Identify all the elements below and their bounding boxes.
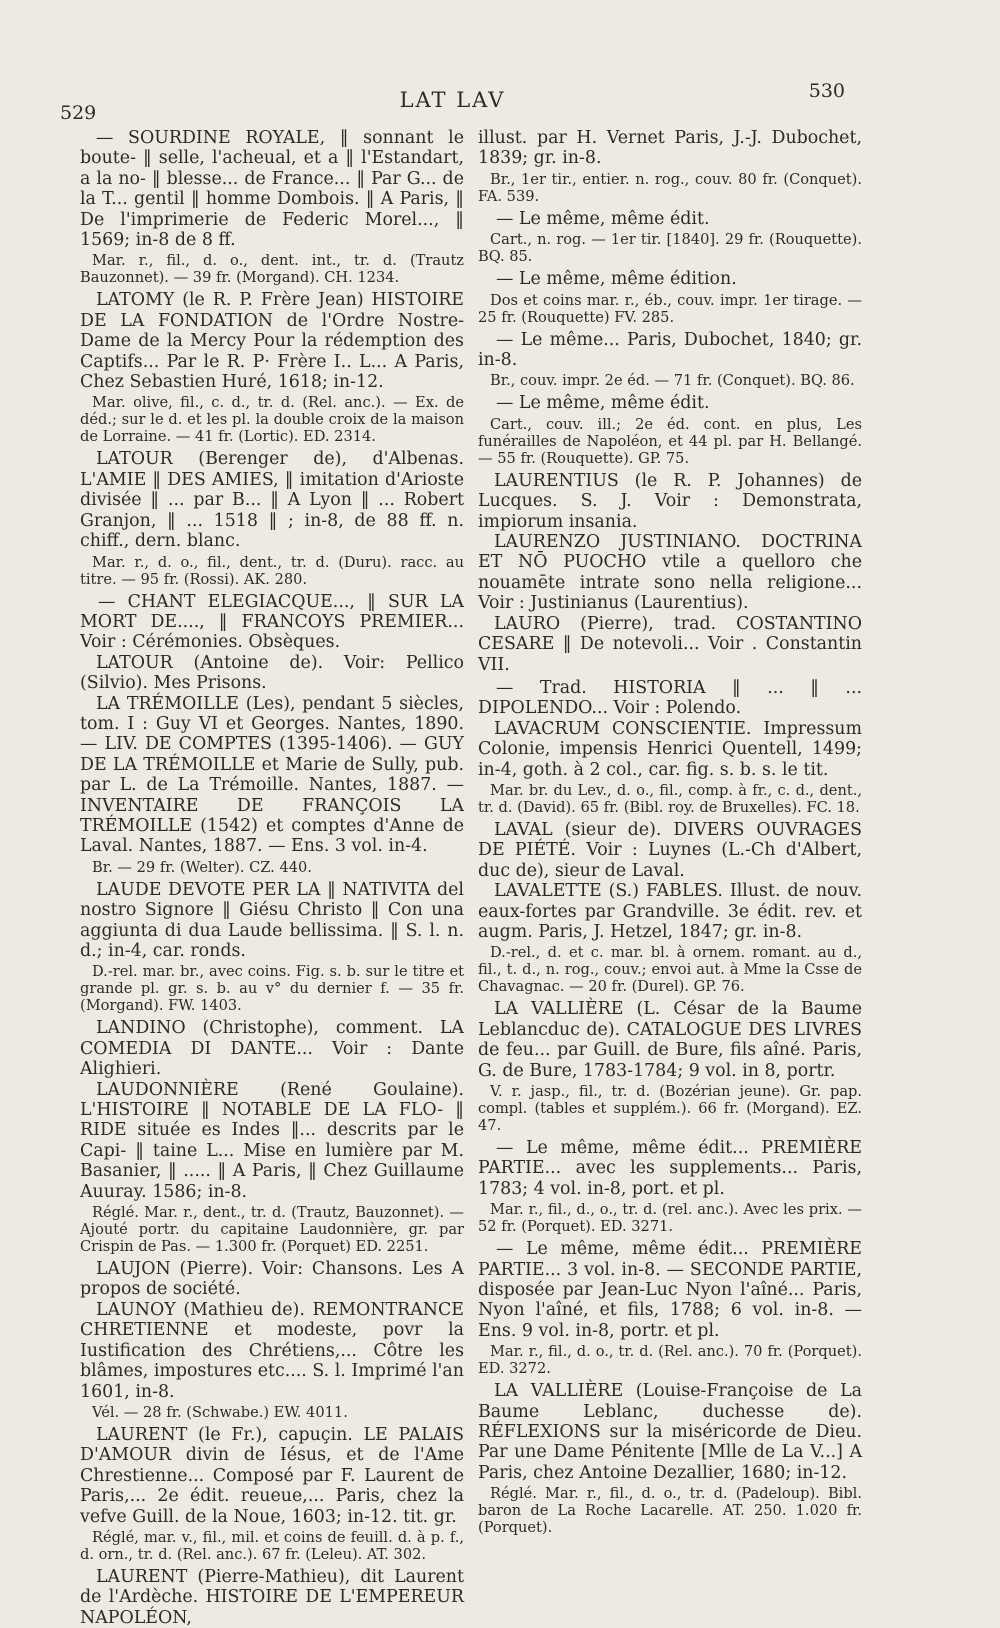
bibliography-entry: LANDINO (Christophe), comment. LA COMEDIA DI DANTE... Voir : Dante Alighieri. bbox=[80, 1018, 464, 1080]
copy-note: Cart., couv. ill.; 2e éd. cont. en plus, Les funérailles de Napoléon, et 44 pl. par H. Bellangé. — 55 fr. (Rouquette). GP. 75. bbox=[478, 415, 862, 467]
bibliography-entry: LATOMY (le R. P. Frère Jean) HISTOIRE DE LA FONDATION de l'Ordre Nostre-Dame de la Mercy Pour la rédemption des Captifs... Par le R. P· Frère I.. L... A Paris, Chez Sebastien Huré, 1618; in-12. bbox=[80, 290, 464, 393]
bibliography-entry: — Le même, même édit... PREMIÈRE PARTIE... 3 vol. in-8. — SECONDE PARTIE, disposée par Jean-Luc Nyon l'aîné... Paris, Nyon l'aîné, et fils, 1788; 6 vol. in-8. — Ens. 9 vol. in-8, portr. et pl. bbox=[478, 1239, 862, 1341]
copy-note: Mar. br. du Lev., d. o., fil., comp. à fr., c. d., dent., tr. d. (David). 65 fr. (Bibl. roy. de Bruxelles). FC. 18. bbox=[478, 781, 862, 816]
copy-note: Vél. — 28 fr. (Schwabe.) EW. 4011. bbox=[92, 1403, 348, 1421]
bibliography-entry: LA VALLIÈRE (L. César de la Baume Leblancduc de). CATALOGUE DES LIVRES de feu... par Guill. de Bure, fils aîné. Paris, G. de Bure, 1783-1784; 9 vol. in 8, portr. bbox=[478, 999, 862, 1081]
bibliography-entry: illust. par H. Vernet Paris, J.-J. Dubochet, 1839; gr. in-8. bbox=[478, 128, 862, 169]
bibliography-entry: LAUNOY (Mathieu de). REMONTRANCE CHRETIENNE et modeste, povr la Iustification des Chrétiens,... Côtre les blâmes, impostures etc.... S. l. Imprimé l'an 1601, in-8. bbox=[80, 1299, 464, 1402]
copy-note: Réglé. Mar. r., dent., tr. d. (Trautz, Bauzonnet). — Ajouté portr. du capitaine Laudonnière, gr. par Crispin de Pas. — 1.300 fr. (Porquet) ED. 2251. bbox=[80, 1204, 464, 1256]
left-column bbox=[80, 128, 464, 1628]
page-number-left: 529 bbox=[60, 102, 97, 124]
bibliography-entry: LAURENT (Pierre-Mathieu), dit Laurent de l'Ardèche. HISTOIRE DE L'EMPEREUR NAPOLÉON, bbox=[80, 1566, 464, 1628]
copy-note: Cart., n. rog. — 1er tir. [1840]. 29 fr. (Rouquette). BQ. 85. bbox=[478, 231, 862, 266]
bibliography-entry: LAURENT (le Fr.), capuçin. LE PALAIS D'AMOUR divin de Iésus, et de l'Ame Chrestienne... Composé par F. Laurent de Paris,... 2e édit. reueue,... Paris, chez la vefve Guill. de la Noue, 1603; in-12. tit. gr. bbox=[80, 1424, 464, 1527]
copy-note: Mar. r., fil., d., o., tr. d. (rel. anc.). Avec les prix. — 52 fr. (Porquet). ED. 3271. bbox=[478, 1201, 862, 1236]
bibliography-entry: LAVALETTE (S.) FABLES. Illust. de nouv. eaux-fortes par Grandville. 3e édit. rev. et augm. Paris, J. Hetzel, 1847; gr. in-8. bbox=[478, 881, 862, 942]
bibliography-entry: — Le même... Paris, Dubochet, 1840; gr. in-8. bbox=[478, 329, 862, 371]
bibliography-entry: LAURO (Pierre), trad. COSTANTINO CESARE ‖ De notevoli... Voir . Constantin VII. bbox=[478, 613, 862, 675]
bibliography-entry: LAUDE DEVOTE PER LA ‖ NATIVITA del nostro Signore ‖ Giésu Christo ‖ Con una aggiunta di dua Laude bellissima. ‖ S. l. n. d.; in-4, car. ronds. bbox=[80, 879, 464, 961]
copy-note: Br., 1er tir., entier. n. rog., couv. 80 fr. (Conquet). FA. 539. bbox=[478, 170, 862, 205]
copy-note: Mar. r., fil., d. o., tr. d. (Rel. anc.). 70 fr. (Porquet). ED. 3272. bbox=[478, 1343, 862, 1378]
bibliography-entry: LAUJON (Pierre). Voir: Chansons. Les A propos de société. bbox=[80, 1259, 464, 1300]
bibliography-entry: LAURENTIUS (le R. P. Johannes) de Lucques. S. J. Voir : Demonstrata, impiorum insania. bbox=[478, 470, 862, 532]
copy-note: Mar. r., d. o., fil., dent., tr. d. (Duru). racc. au titre. — 95 fr. (Rossi). AK. 280. bbox=[80, 553, 464, 588]
copy-note: Réglé, mar. v., fil., mil. et coins de feuill. d. à p. f., d. orn., tr. d. (Rel. anc.). 67 fr. (Leleu). AT. 302. bbox=[80, 1528, 464, 1563]
bibliography-entry: — Le même, même édit. bbox=[496, 208, 710, 229]
bibliography-entry: LAVAL (sieur de). DIVERS OUVRAGES DE PIÉTÉ. Voir : Luynes (L.-Ch d'Albert, duc de), sieur de Laval. bbox=[478, 819, 862, 881]
copy-note: D.-rel. mar. br., avec coins. Fig. s. b. sur le titre et grande pl. gr. s. b. au v° du dernier f. — 35 fr. (Morgand). FW. 1403. bbox=[80, 963, 464, 1015]
copy-note: V. r. jasp., fil., tr. d. (Bozérian jeune). Gr. pap. compl. (tables et supplém.). 66 fr. (Morgand). EZ. 47. bbox=[478, 1083, 862, 1134]
bibliography-entry: — Le même, même édit. bbox=[496, 393, 710, 414]
copy-note: Br., couv. impr. 2e éd. — 71 fr. (Conquet). BQ. 86. bbox=[490, 372, 855, 390]
bibliography-entry: LAUDONNIÈRE (René Goulaine). L'HISTOIRE ‖ NOTABLE DE LA FLO- ‖ RIDE située es Indes ‖... descrits par le Capi- ‖ taine L... Mise en lumière par M. Basanier, ‖ ..... ‖ A Paris, ‖ Chez Guillaume Auuray. 1586; in-8. bbox=[80, 1079, 464, 1202]
bibliography-entry: LA TRÉMOILLE (Les), pendant 5 siècles, tom. I : Guy VI et Georges. Nantes, 1890. — LIV. DE COMPTES (1395-1406). — GUY DE LA TRÉMOILLE et Marie de Sully, pub. par L. de La Trémoille. Nantes, 1887. — INVENTAIRE DE FRANÇOIS LA TRÉMOILLE (1542) et comptes d'Anne de Laval. Nantes, 1887. — Ens. 3 vol. in-4. bbox=[80, 693, 464, 857]
bibliography-entry: LA VALLIÈRE (Louise-Françoise de La Baume Leblanc, duchesse de). RÉFLEXIONS sur la miséricorde de Dieu. Par une Dame Pénitente [Mlle de La V...] A Paris, chez Antoine Dezallier, 1680; in-12. bbox=[478, 1381, 862, 1483]
bibliography-entry: — Trad. HISTORIA ‖ ... ‖ ... DIPOLENDO... Voir : Polendo. bbox=[478, 677, 862, 719]
copy-note: Br. — 29 fr. (Welter). CZ. 440. bbox=[92, 858, 312, 876]
copy-note: Mar. olive, fil., c. d., tr. d. (Rel. anc.). — Ex. de déd.; sur le d. et les pl. la double croix de la maison de Lorraine. — 41 fr. (Lortic). ED. 2314. bbox=[80, 394, 464, 446]
bibliography-entry: LATOUR (Berenger de), d'Albenas. L'AMIE ‖ DES AMIES, ‖ imitation d'Arioste divisée ‖ ... par B... ‖ A Lyon ‖ ... Robert Granjon, ‖ ... 1518 ‖ ; in-8, de 88 ff. n. chiff., dern. blanc. bbox=[80, 449, 464, 552]
bibliography-entry: — CHANT ELEGIACQUE..., ‖ SUR LA MORT DE...., ‖ FRANCOYS PREMIER... Voir : Cérémonies. Obsèques. bbox=[80, 591, 464, 653]
right-column bbox=[478, 128, 862, 1540]
running-head: LAT LAV bbox=[399, 88, 506, 112]
page-header bbox=[60, 80, 845, 124]
copy-note: Dos et coins mar. r., éb., couv. impr. 1er tirage. — 25 fr. (Rouquette) FV. 285. bbox=[478, 291, 862, 326]
bibliography-entry: — Le même, même édition. bbox=[496, 269, 737, 290]
copy-note: Mar. r., fil., d. o., dent. int., tr. d. (Trautz Bauzonnet). — 39 fr. (Morgand). CH. 1234. bbox=[80, 252, 464, 287]
bibliography-entry: LAVACRUM CONSCIENTIE. Impressum Colonie, impensis Henrici Quentell, 1499; in-4, goth. à 2 col., car. fig. s. b. s. le tit. bbox=[478, 718, 862, 780]
copy-note: Réglé. Mar. r., fil., d. o., tr. d. (Padeloup). Bibl. baron de La Roche Lacarelle. AT. 250. 1.020 fr. (Porquet). bbox=[478, 1485, 862, 1537]
bibliography-entry: LAURENZO JUSTINIANO. DOCTRINA ET NŌ PUOCHO vtile a quelloro che nouamēte intrate sono nella religione... Voir : Justinianus (Laurentius). bbox=[478, 532, 862, 614]
bibliography-entry: — SOURDINE ROYALE, ‖ sonnant le boute- ‖ selle, l'acheual, et a ‖ l'Estandart, a la no- ‖ blesse... de France... ‖ Par G... de la T... gentil ‖ homme Dombois. ‖ A Paris, ‖ De l'imprimerie de Federic Morel..., ‖ 1569; in-8 de 8 ff. bbox=[80, 128, 464, 251]
bibliography-entry: LATOUR (Antoine de). Voir: Pellico (Silvio). Mes Prisons. bbox=[80, 652, 464, 694]
bibliography-entry: — Le même, même édit... PREMIÈRE PARTIE... avec les supplements... Paris, 1783; 4 vol. in-8, port. et pl. bbox=[478, 1138, 862, 1199]
page-number-right: 530 bbox=[808, 80, 845, 102]
copy-note: D.-rel., d. et c. mar. bl. à ornem. romant. au d., fil., t. d., n. rog., couv.; envoi aut. à Mme la Csse de Chavagnac. — 20 fr. (Durel). GP. 76. bbox=[478, 944, 862, 996]
